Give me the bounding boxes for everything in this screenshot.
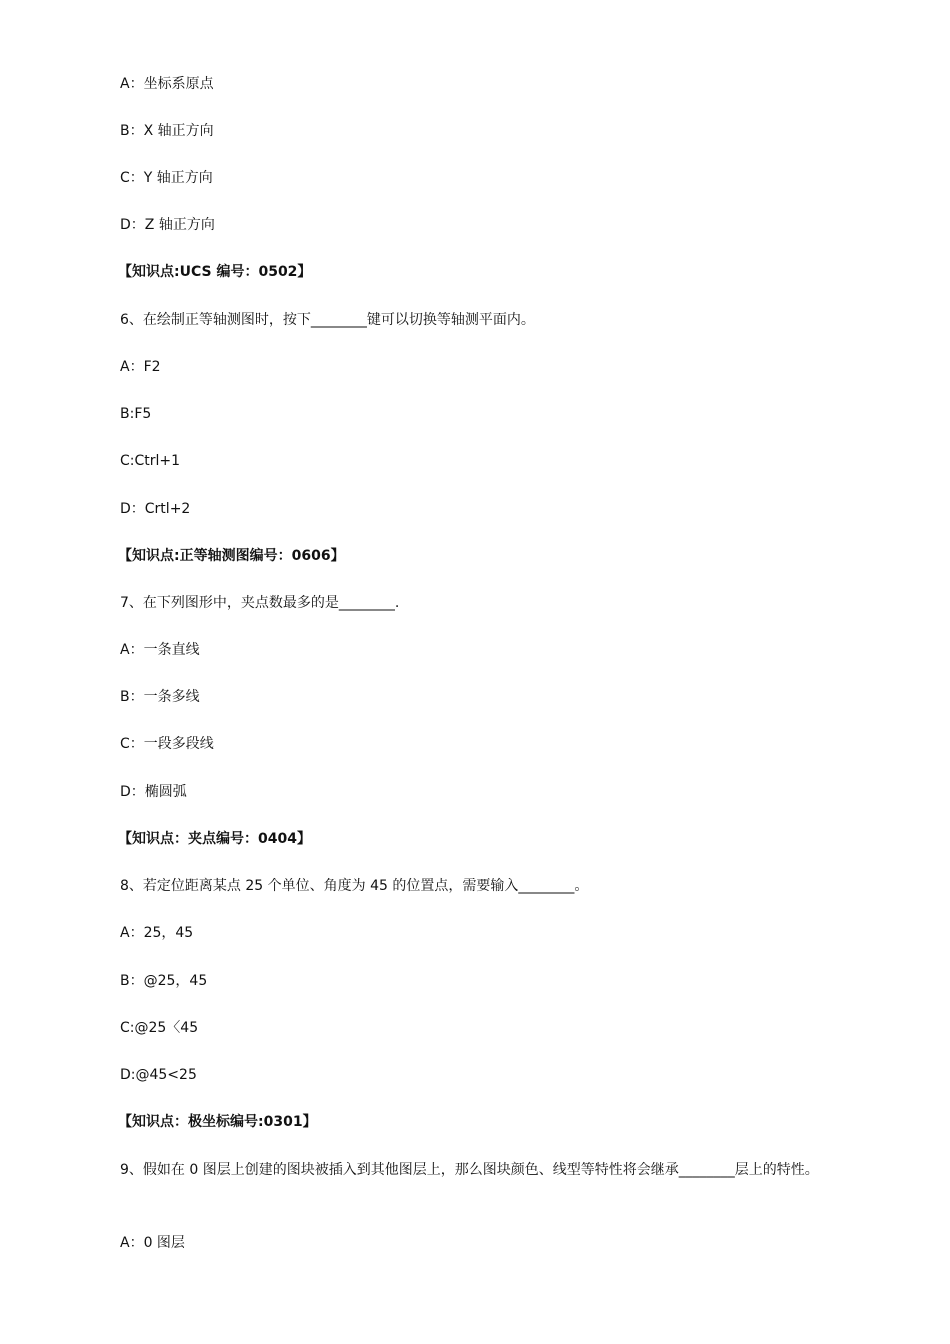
q5-option-d: D：Z 轴正方向 [120, 217, 215, 233]
q6-knowledge-point: 【知识点:正等轴测图编号：0606】 [118, 548, 345, 564]
q6-option-c: C:Ctrl+1 [120, 453, 181, 469]
q8-knowledge-point: 【知识点：极坐标编号:0301】 [118, 1114, 317, 1130]
question-6: 6、在绘制正等轴测图时，按下________键可以切换等轴测平面内。 [120, 312, 535, 328]
q8-option-c: C:@25〈45 [120, 1020, 199, 1036]
q5-option-a: A：坐标系原点 [120, 76, 214, 92]
q7-option-a: A：一条直线 [120, 642, 200, 658]
q5-option-c: C：Y 轴正方向 [120, 170, 213, 186]
q8-option-d: D:@45<25 [120, 1067, 197, 1083]
q7-option-c: C：一段多段线 [120, 736, 214, 752]
question-8: 8、若定位距离某点 25 个单位、角度为 45 的位置点，需要输入________。 [120, 878, 589, 894]
q6-option-b: B:F5 [120, 406, 152, 422]
q5-knowledge-point: 【知识点:UCS 编号：0502】 [118, 264, 312, 280]
q7-option-d: D：椭圆弧 [120, 784, 187, 800]
q6-option-a: A：F2 [120, 359, 161, 375]
question-7: 7、在下列图形中，夹点数最多的是________. [120, 595, 400, 611]
question-9: 9、假如在 0 图层上创建的图块被插入到其他图层上，那么图块颜色、线型等特性将会继承________层上的特性。 [120, 1162, 819, 1178]
q9-option-a: A：0 图层 [120, 1235, 185, 1251]
q6-option-d: D：Crtl+2 [120, 501, 191, 517]
q8-option-a: A：25，45 [120, 925, 194, 941]
q7-knowledge-point: 【知识点：夹点编号：0404】 [118, 831, 311, 847]
q7-option-b: B：一条多线 [120, 689, 200, 705]
q8-option-b: B：@25，45 [120, 973, 208, 989]
q5-option-b: B：X 轴正方向 [120, 123, 214, 139]
